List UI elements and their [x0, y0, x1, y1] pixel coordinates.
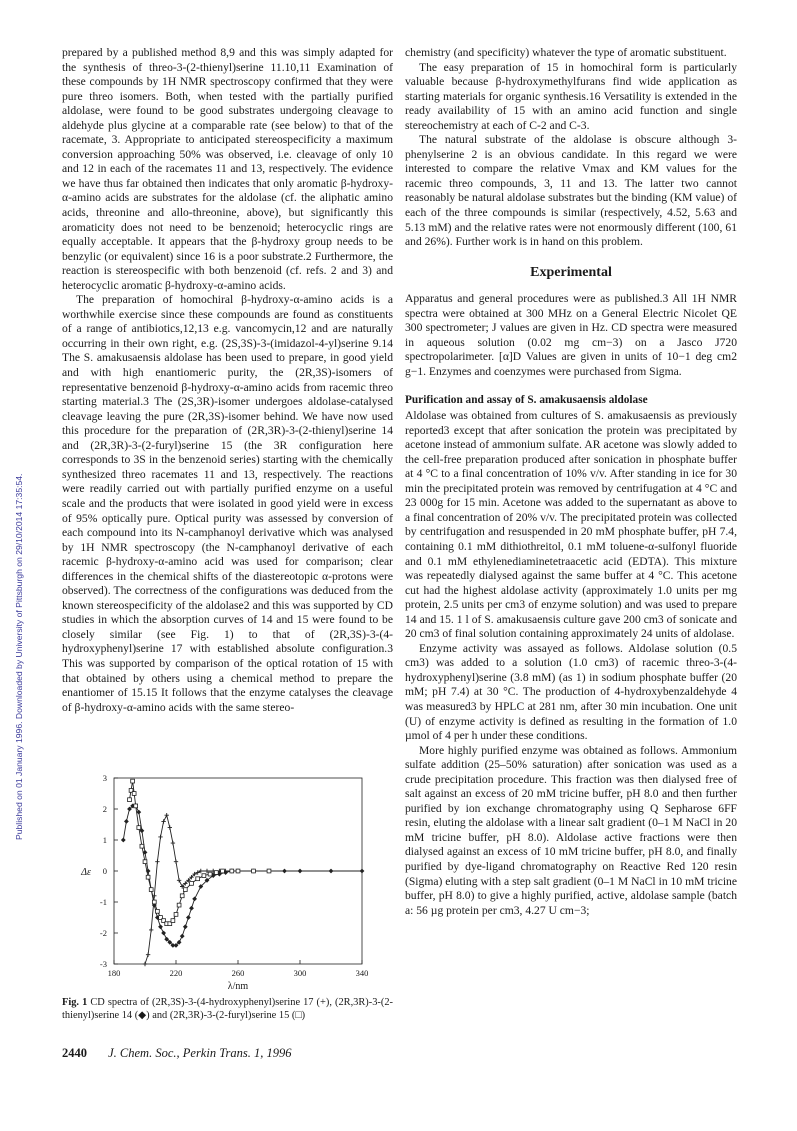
x-axis-label: λ/nm — [227, 981, 249, 992]
data-point-plus — [161, 819, 165, 823]
y-tick-label: -1 — [99, 897, 107, 907]
data-point-diamond — [161, 931, 166, 936]
paragraph: The easy preparation of 15 in homochiral form is particularly valuable because β-hydroxymethylfurans find wide application as starting materials for organic synthesis.16 Versatility is extended in the ready availability of 15 with an amino acid function and single stereochemistry at each of C-2 and C-3. — [405, 60, 737, 132]
page-footer — [62, 1046, 291, 1061]
cd-spectra-chart — [62, 768, 393, 993]
data-point-plus — [177, 878, 181, 882]
paragraph: Enzyme activity was assayed as follows. Aldolase solution (0.5 cm3) was added to a solution (1.0 cm3) of racemic threo-3-(4-hydroxyphenyl)serine (3.8 mM) (as 1) in sodium phosphate buffer (20 mM; pH 7.4) at 30 °C. The production of 4-hydroxybenzaldehyde 4 was measured3 by HPLC at 281 nm, after 30 min incubation. One unit (U) of enzyme activity is defined as resulting in the formation of 1.0 µmol of 4 per h under these conditions. — [405, 641, 737, 743]
data-point-plus — [171, 841, 175, 845]
x-tick-label: 220 — [169, 968, 183, 978]
paragraph: Aldolase was obtained from cultures of S. amakusaensis as previously reported3 except that after sonication the protein was precipitated by acetone instead of ammonium sulfate. AR acetone was slowly added to the cell-free preparation produced after sonication in phosphate buffer at 4 °C to a final concentration of 10% v/v. After standing in ice for 30 min the precipitated protein was removed by centrifugation at 4 °C and 23 000g for 15 min. Acetone was added to the supernatant as above to a final concentration of 20% v/v. The precipitated protein was collected by centrifugation and resuspended in 20 mM phosphate buffer, pH 7.4, containing 0.1 mM dithiothreitol, 0.1 mM toluene-α-sulfonyl fluoride and 0.1 mM ethylenediaminetetraacetic acid (EDTA). This mixture was repeatedly dialysed against the same buffer at 4 °C. This acetone cut had the highest aldolase activity (approximately 1.0 units per mg protein, 2.5 units per cm3 of enzyme solution) and was used to prepare 14 and 15. 1 l of S. amakusaensis culture gave 200 cm3 of sonicate and 20 cm3 of final solution containing approximately 24 units of aldolase. — [405, 409, 737, 641]
data-point-square — [156, 909, 160, 913]
data-point-plus — [168, 825, 172, 829]
data-point-square — [230, 869, 234, 873]
caption-label: Fig. 1 — [62, 997, 88, 1008]
section-title-experimental: Experimental — [530, 264, 612, 280]
data-point-square — [134, 804, 138, 808]
data-point-square — [128, 798, 132, 802]
data-point-square — [202, 874, 206, 878]
data-point-plus — [143, 962, 147, 966]
paragraph: The natural substrate of the aldolase is obscure although 3-phenylserine 2 is an obvious candidate. In this regard we were interested to compare the relative Vmax and KM values for the racemic threo compounds, 3, 11 and 13. The latter two cannot reasonably be natural aldolase substrates but the binding (KM value) of each of the three compounds is similar (respectively, 4.52, 5.63 and 5.13 mM) and the relative rates were not enormously different (100, 61 and 26%). Further work is in hand on this problem. — [405, 133, 737, 249]
data-point-plus — [149, 928, 153, 932]
x-tick-label: 260 — [231, 968, 245, 978]
data-point-diamond — [183, 924, 188, 929]
data-point-square — [149, 888, 153, 892]
data-point-plus — [158, 835, 162, 839]
data-point-square — [140, 844, 144, 848]
data-point-plus — [146, 953, 150, 957]
y-tick-label: -2 — [99, 928, 107, 938]
data-point-plus — [155, 860, 159, 864]
caption-text: CD spectra of (2R,3S)-3-(4-hydroxyphenyl)serine 17 (+), (2R,3R)-3-(2-thienyl)serine 14 (◆) and (2R,3R)-3-(2-furyl)serine 15 (□) — [62, 997, 393, 1021]
y-tick-label: 3 — [102, 773, 107, 783]
data-point-square — [214, 871, 218, 875]
y-tick-label: 1 — [102, 835, 107, 845]
x-tick-label: 300 — [293, 968, 307, 978]
data-point-square — [190, 882, 194, 886]
left-column — [62, 46, 393, 715]
data-point-square — [208, 872, 212, 876]
data-point-square — [236, 869, 240, 873]
data-point-diamond — [298, 869, 303, 874]
subsection-title: Purification and assay of S. amakusaensis aldolase — [405, 394, 648, 407]
series-line — [130, 781, 270, 924]
data-point-diamond — [192, 897, 197, 902]
y-axis-label: Δε — [81, 867, 91, 878]
download-notice — [2, 200, 24, 840]
data-point-diamond — [158, 924, 163, 929]
data-point-diamond — [282, 869, 287, 874]
data-point-square — [131, 779, 135, 783]
data-point-diamond — [329, 869, 334, 874]
data-point-square — [221, 869, 225, 873]
data-point-plus — [174, 860, 178, 864]
journal-citation: J. Chem. Soc., Perkin Trans. 1, 1996 — [108, 1046, 292, 1060]
data-point-square — [180, 894, 184, 898]
data-point-square — [132, 792, 136, 796]
data-point-square — [171, 919, 175, 923]
paragraph: The preparation of homochiral β-hydroxy-α-amino acids is a worthwhile exercise since these compounds are found as constituents of a range of antibiotics,12,13 e.g. vancomycin,12 and are naturally occurring in their own right, e.g. (2S,3S)-3-(imidazol-4-yl)serine 9.14 The S. amakusaensis aldolase has been used to prepare, in good yield and with high enantiomeric purity, the (2R,3S)-isomers of representative benzenoid β-hydroxy-α-amino acids from racemic threo starting material.3 The (2S,3R)-isomer undergoes aldolase-catalysed cleavage leaving the pure (2R,3S)-isomer behind. We have now used this procedure for the preparation of (2R,3R)-3-(2-thienyl)serine 14 and (2R,3R)-3-(2-furyl)serine 15 (the 3R configuration here corresponds to 3S in the benzenoid series) starting with the chemically synthesized threo racemates 11 and 13, respectively. The reactions were readily carried out with partially purified enzyme on a useful scale and the products that were isolated in good yield were in excess of 95% optically pure. Optical purity was assessed by conversion of each compound into its N-camphanoyl derivative which was analysed by 1H NMR spectroscopy (the N-camphanoyl derivative of each racemic β-hydroxy-α-amino acid was used for comparison; clear differences in the chemical shifts of the diastereotopic α-protons were observed). The correctness of the configurations was deduced from the known stereospecificity of the aldolase2 and this was supported by CD studies in which the absorption curves of 14 and 15 were found to be closely similar (see Fig. 1) to that of (2R,3S)-3-(4-hydroxyphenyl)serine 17 with established absolute configuration.3 This was supported by comparison of the optical rotation of 15 with that obtained by others using a chemical method to prepare the enantiomer of 15.15 It follows that the enzyme catalyses the cleavage of β-hydroxy-α-amino acids with the same stereo- — [62, 293, 393, 714]
data-point-square — [143, 860, 147, 864]
data-point-plus — [165, 813, 169, 817]
data-point-square — [146, 875, 150, 879]
x-tick-label: 180 — [107, 968, 121, 978]
x-tick-label: 340 — [355, 968, 369, 978]
data-point-square — [183, 888, 187, 892]
y-tick-label: 2 — [102, 804, 107, 814]
data-point-square — [137, 826, 141, 830]
series-line — [123, 806, 362, 946]
data-point-diamond — [124, 819, 129, 824]
data-point-square — [174, 913, 178, 917]
y-tick-label: 0 — [102, 866, 107, 876]
data-point-square — [177, 903, 181, 907]
data-point-square — [267, 869, 271, 873]
data-point-diamond — [180, 934, 185, 939]
y-tick-label: -3 — [99, 959, 107, 969]
cd-spectra-figure — [62, 768, 393, 1028]
right-column — [405, 46, 737, 918]
paragraph: prepared by a published method 8,9 and this was simply adapted for the synthesis of threo-3-(2-thienyl)serine 11.10,11 Examination of these compounds by 1H NMR spectroscopy confirmed that they were pure threo isomers. Both, when tested with the partially purified aldolase, were found to be good substrates undergoing cleavage to aldehyde plus glycine at a comparable rate (see below) to that of the racemate, 3. Appropriate to anticipated stereospecificity a maximum conversion approaching 50% was observed, i.e. cleavage of only 10 and 12 in each of the racemates 11 and 13, respectively. The evidence we have thus far obtained then indicates that only aromatic β-hydroxy-α-amino acids are substrates for the aldolase (cf. the aliphatic amino acids, threonine and allo-threonine, above), but significantly this aromaticity does not need to be benzenoid; heterocyclic rings are equally acceptable. It appears that the β-hydroxy group needs to be benzylic (or equivalent) since 16 is a poor substrate.2 Furthermore, the reaction is stereospecific with both benzenoid (cf. refs. 2 and 3) and heterocyclic aromatic β-hydroxy-α-amino acids. — [62, 46, 393, 292]
data-point-square — [152, 900, 156, 904]
paragraph: chemistry (and specificity) whatever the type of aromatic substituent. — [405, 46, 727, 59]
paragraph: Apparatus and general procedures were as published.3 All 1H NMR spectra were obtained at 300 MHz on a General Electric Nicolet QE 300 spectrometer; J values are given in Hz. CD spectra were measured in aqueous solution (0.02 mg cm−3) on a Jasco J720 spectropolarimeter. [α]D Values are given in units of 10−1 deg cm2 g−1. Enzymes and coenzymes were purchased from Sigma. — [405, 292, 737, 378]
page-number: 2440 — [62, 1046, 87, 1060]
figure-caption — [62, 996, 393, 1022]
data-point-square — [196, 877, 200, 881]
series-line — [145, 815, 238, 964]
data-point-square — [252, 869, 256, 873]
data-point-diamond — [121, 838, 126, 843]
data-point-diamond — [186, 915, 191, 920]
data-point-diamond — [189, 906, 194, 911]
data-point-diamond — [360, 869, 365, 874]
paragraph: More highly purified enzyme was obtained as follows. Ammonium sulfate addition (25–50% saturation) after sonication was used as a crude precipitation procedure. This fraction was then dialysed free of salt against an excess of 20 mM tricine buffer, pH 8.0 and then further purified by ion exchange chromatography using Q Sepharose 6FF resin, eluting the aldolase with a linear salt gradient (0–1 M NaCl in 20 mM tricine buffer, pH 8.0). Aldolase active fractions were then dialysed against an excess of 10 mM tricine buffer, pH 8.0, and finally purified by dye-ligand chromatography on Reactive Red 120 resin (Sigma) eluting with a step salt gradient (0–1 M NaCl in 10 mM tricine buffer, pH 8.0) to give a highly purified, active, aldolase sample (batch a: 56 µg protein per cm3, 4.27 U cm−3; — [405, 743, 737, 917]
download-notice-text: Published on 01 January 1996. Downloaded by University of Pittsburgh on 29/10/2014 17:35:54. — [14, 473, 24, 840]
